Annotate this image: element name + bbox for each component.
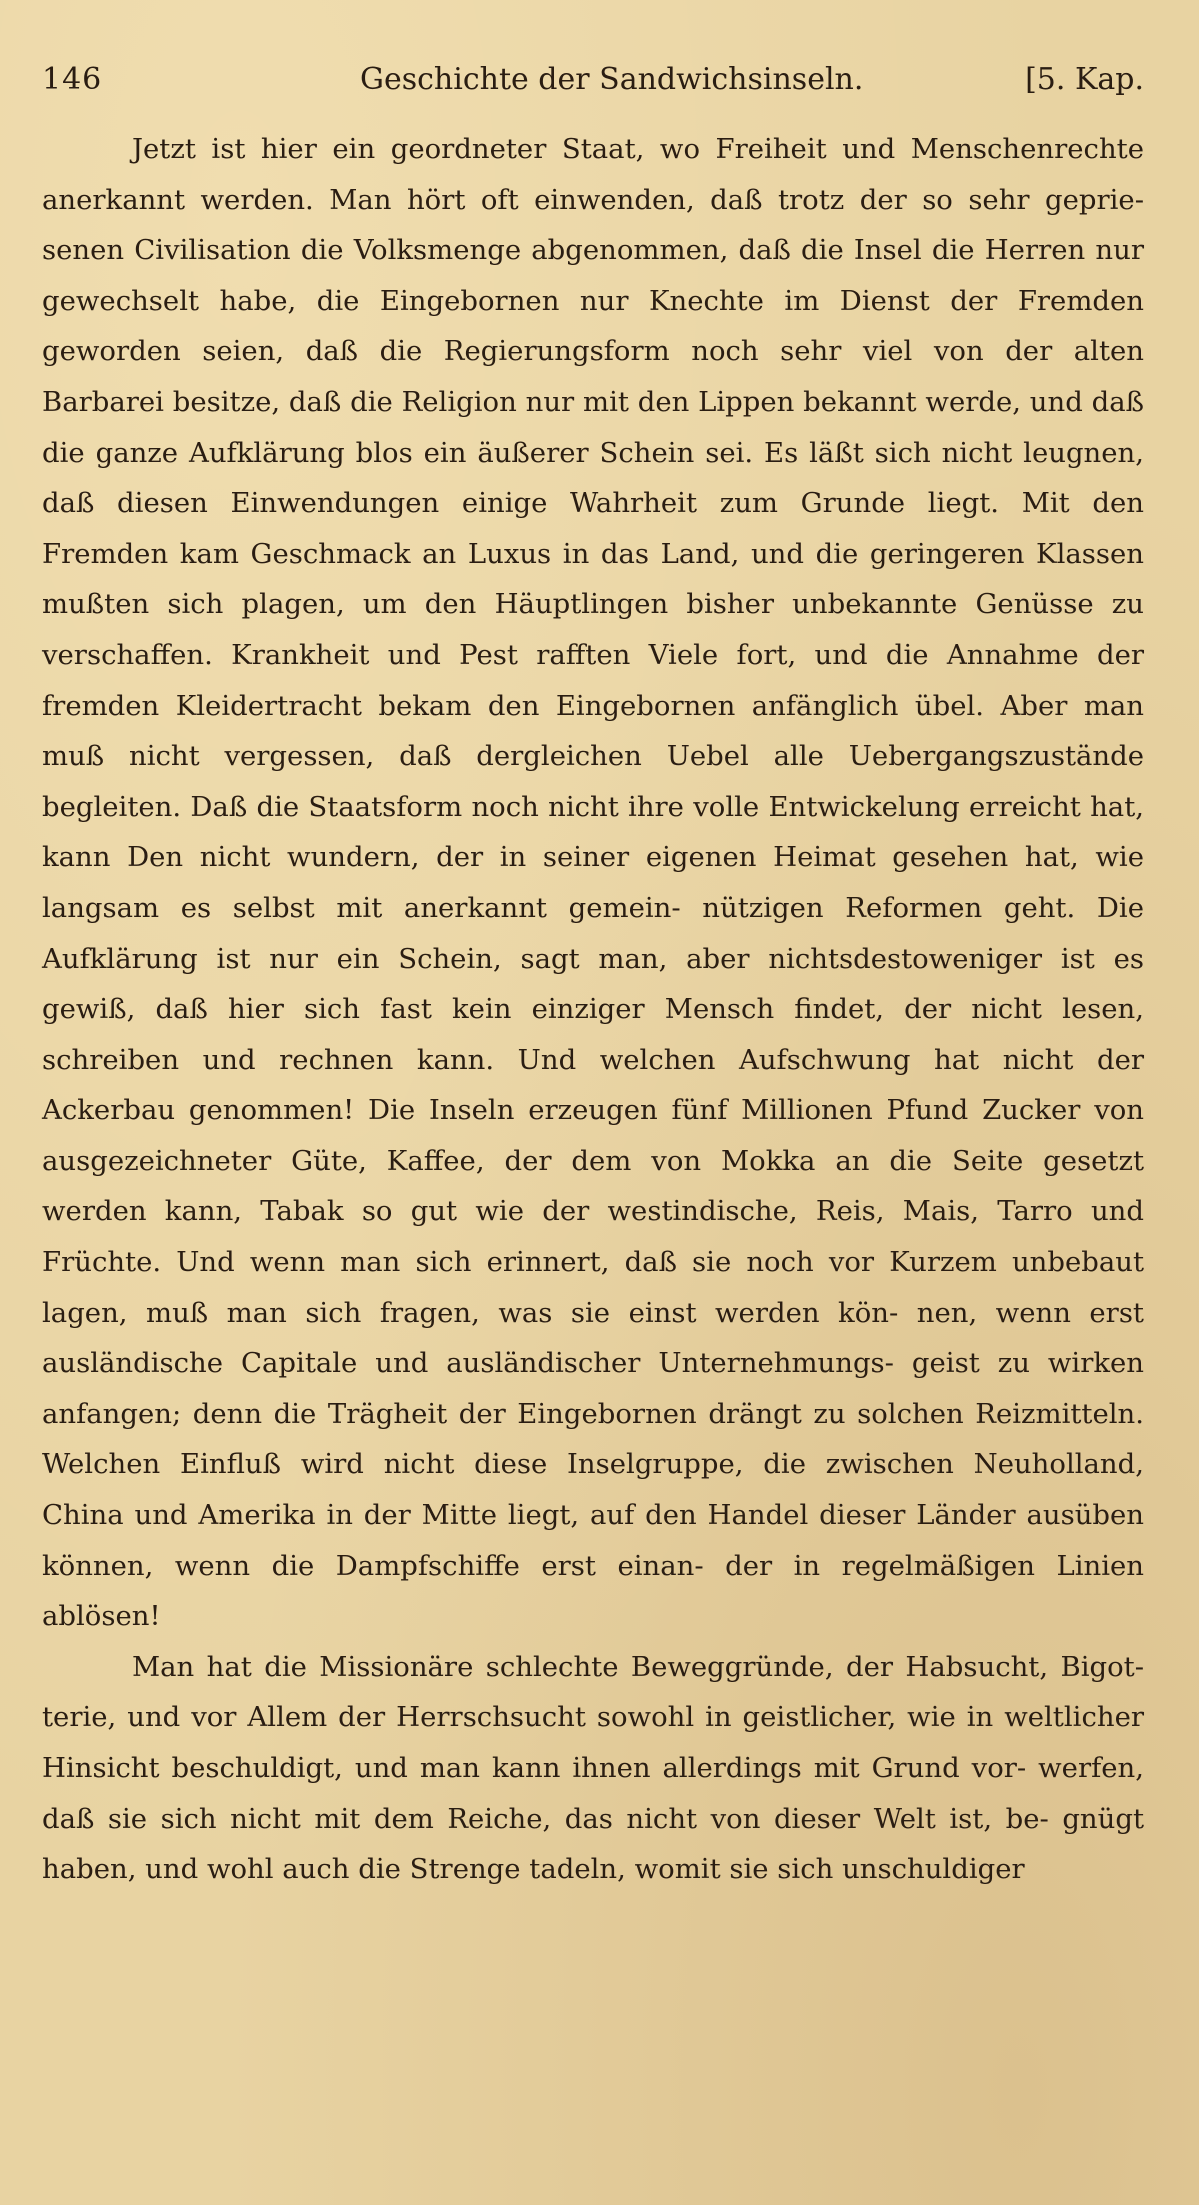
paragraph: Jetzt ist hier ein geordneter Staat, wo Freiheit und Menschenrechte anerkannt werden. Man hört oft einwenden, daß trotz der so sehr geprie- senen Civilisation die Volksmenge abgenommen, daß die Insel die Herren nur gewechselt habe, die Eingebornen nur Knechte im Dienst der Fremden geworden seien, daß die Regierungsform noch sehr viel von der alten Barbarei besitze, daß die Religion nur mit den Lippen bekannt werde, und daß die ganze Aufklärung blos ein äußerer Schein sei. Es läßt sich nicht leugnen, daß diesen Einwendungen einige Wahrheit zum Grunde liegt. Mit den Fremden kam Geschmack an Luxus in das Land, und die geringeren Klassen mußten sich plagen, um den Häuptlingen bisher unbekannte Genüsse zu verschaffen. Krankheit und Pest rafften Viele fort, und die Annahme der fremden Kleidertracht bekam den Eingebornen anfänglich übel. Aber man muß nicht vergessen, daß dergleichen Uebel alle Uebergangszustände begleiten. Daß die Staatsform noch nicht ihre volle Entwickelung erreicht hat, kann Den nicht wundern, der in seiner eigenen Heimat gesehen hat, wie langsam es selbst mit anerkannt gemein- nützigen Reformen geht. Die Aufklärung ist nur ein Schein, sagt man, aber nichtsdestoweniger ist es gewiß, daß hier sich fast kein einziger Mensch findet, der nicht lesen, schreiben und rechnen kann. Und welchen Aufschwung hat nicht der Ackerbau genommen! Die Inseln erzeugen fünf Millionen Pfund Zucker von ausgezeichneter Güte, Kaffee, der dem von Mokka an die Seite gesetzt werden kann, Tabak so gut wie der westindische, Reis, Mais, Tarro und Früchte. Und wenn man sich erinnert, daß sie noch vor Kurzem unbebaut lagen, muß man sich fragen, was sie einst werden kön- nen, wenn erst ausländische Capitale und ausländischer Unternehmungs- geist zu wirken anfangen; denn die Trägheit der Eingebornen drängt zu solchen Reizmitteln. Welchen Einfluß wird nicht diese Inselgruppe, die zwischen Neuholland, China und Amerika in der Mitte liegt, auf den Handel dieser Länder ausüben können, wenn die Dampfschiffe erst einan- der in regelmäßigen Linien ablösen! [42, 133, 1144, 1633]
paragraph: Man hat die Missionäre schlechte Beweggründe, der Habsucht, Bigot- terie, und vor Allem der Herrschsucht sowohl in geistlicher, wie in weltlicher Hinsicht beschuldigt, und man kann ihnen allerdings mit Grund vor- werfen, daß sie sich nicht mit dem Reiche, das nicht von dieser Welt ist, be- gnügt haben, und wohl auch die Strenge tadeln, womit sie sich unschuldiger [42, 1650, 1144, 1886]
running-header [42, 62, 1144, 106]
running-title: Geschichte der Sandwichsinseln. [360, 62, 864, 97]
chapter-marker: [5. Kap. [1025, 62, 1144, 97]
page-number: 146 [42, 62, 103, 97]
body-text [42, 124, 1144, 1895]
